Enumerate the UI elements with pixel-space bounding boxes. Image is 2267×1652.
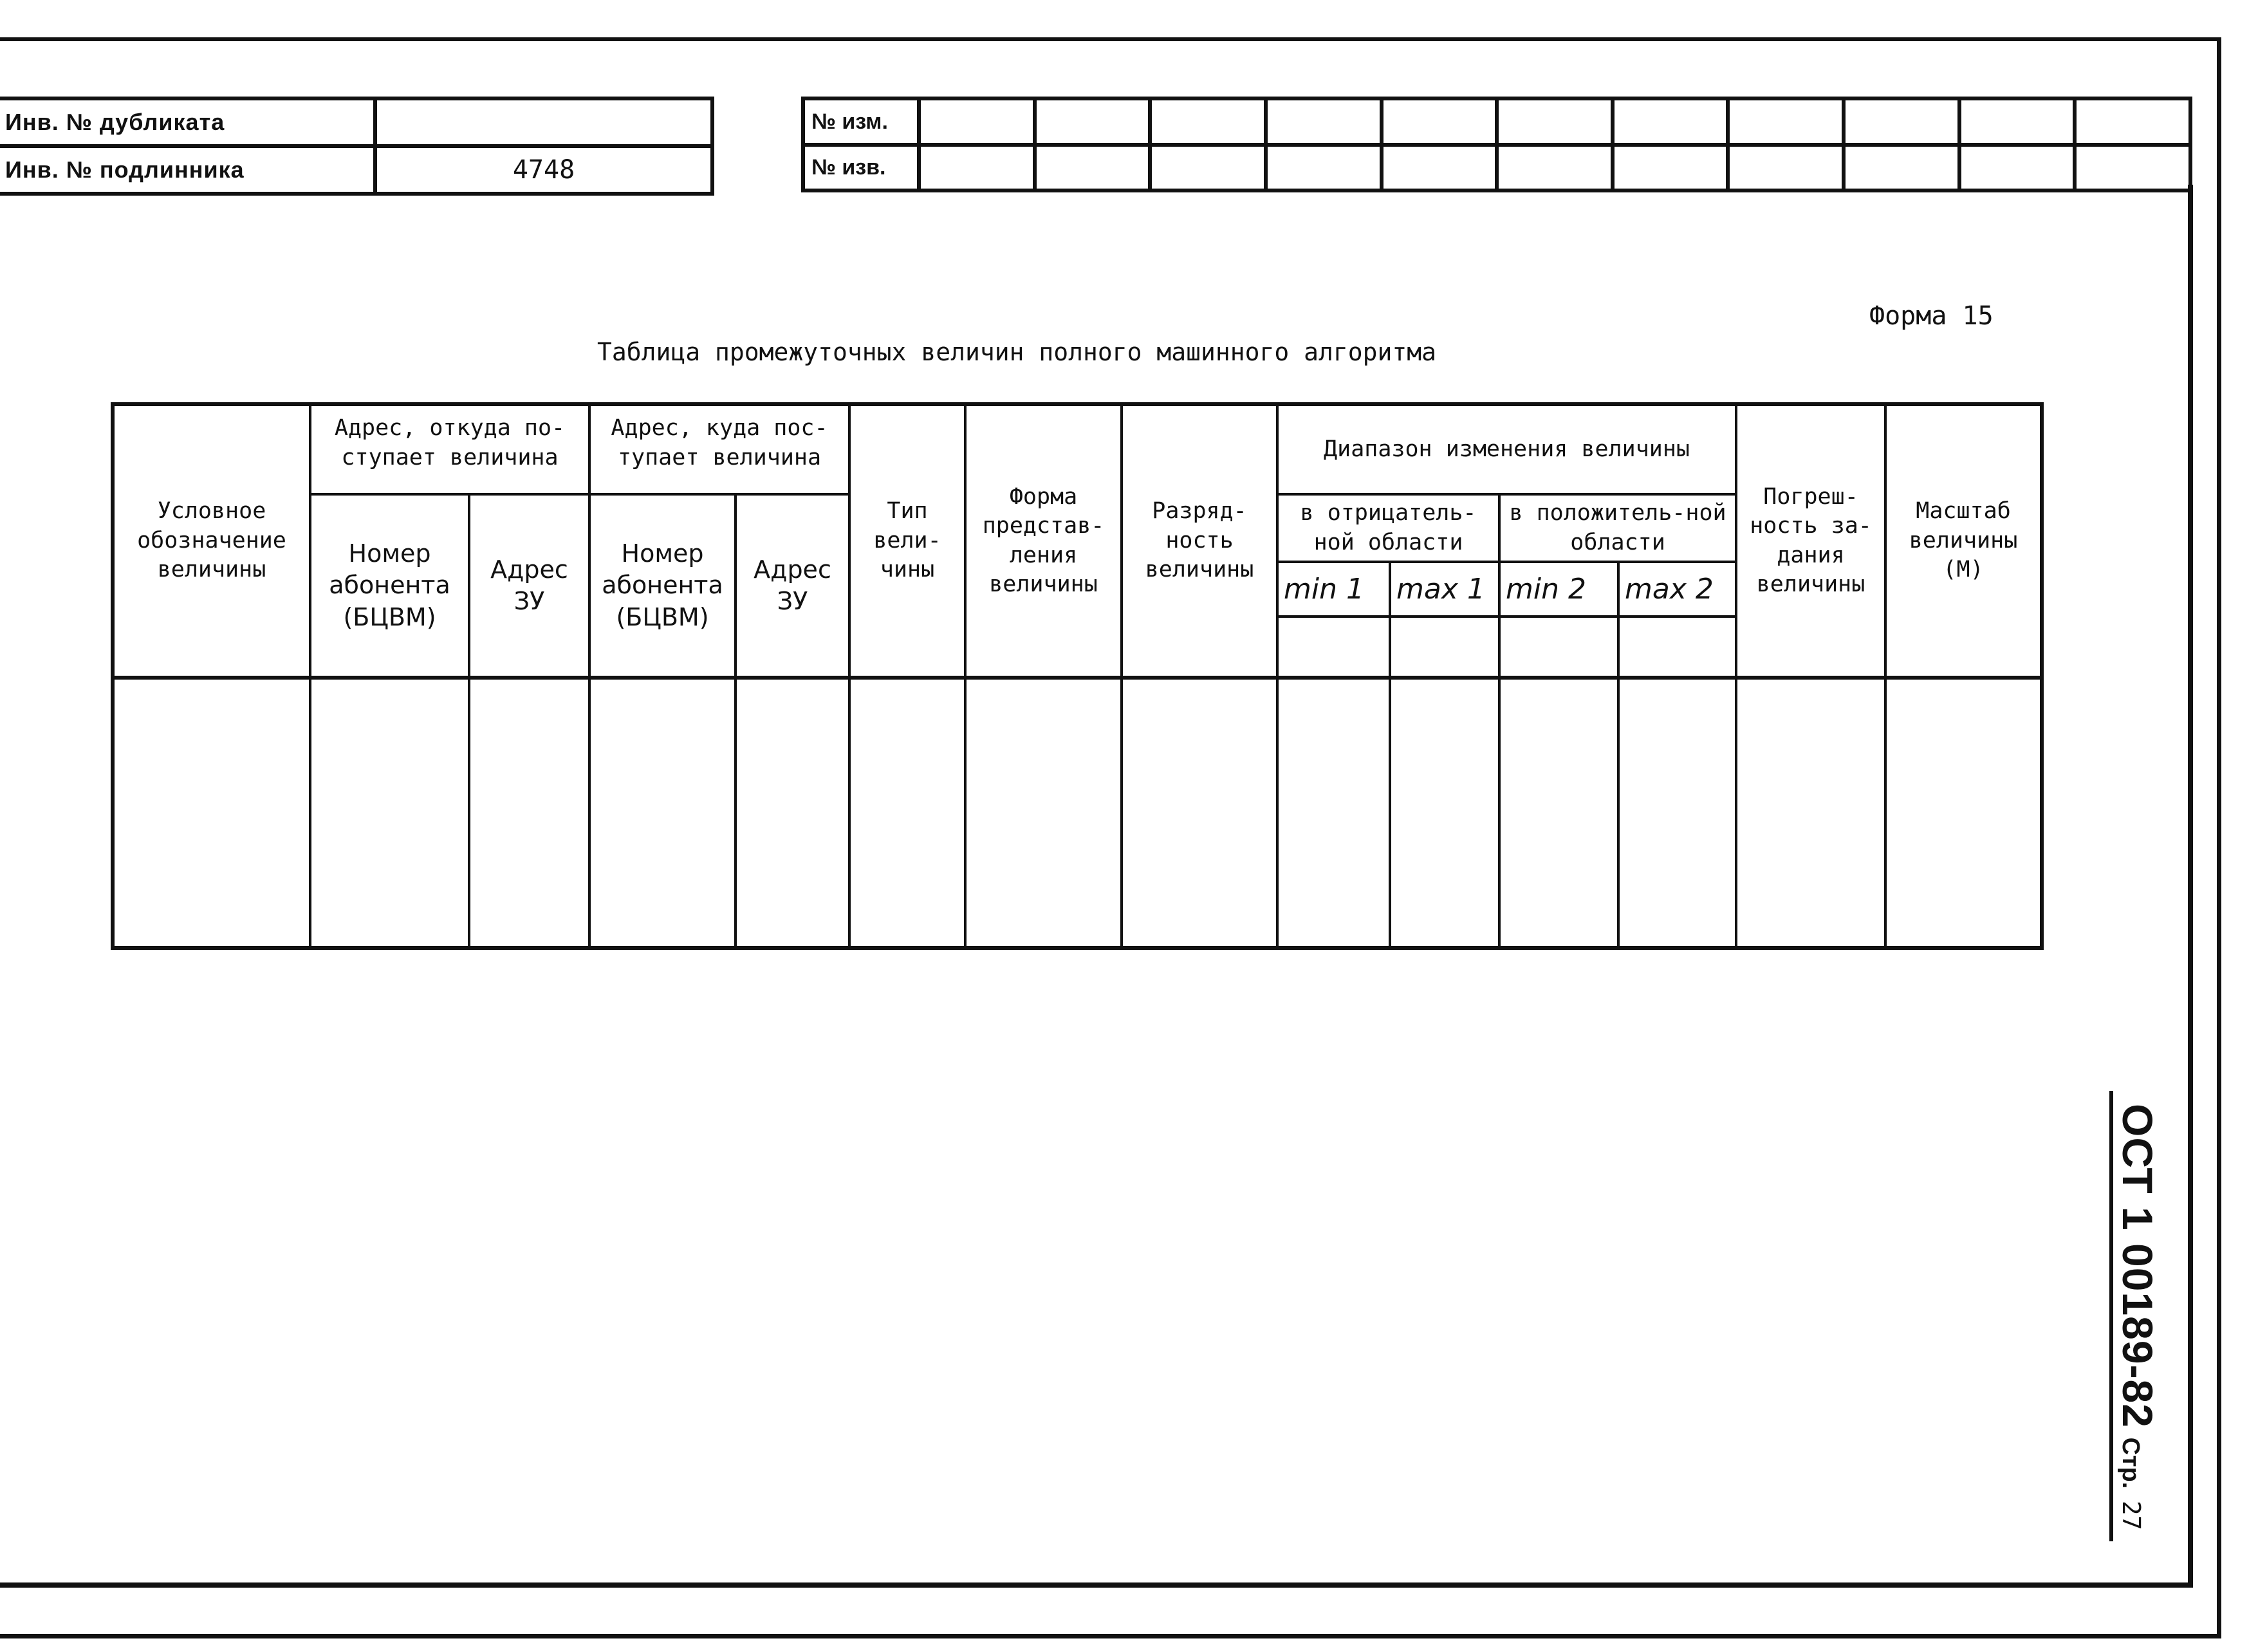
body-cell [310,678,469,948]
notice-cell [1497,145,1613,190]
revision-cell [1266,98,1382,145]
revision-number-label: № изм. [803,98,919,145]
revision-cell [1035,98,1151,145]
original-inventory-label: Инв. № подлинника [0,146,375,194]
header-max2: max 2 [1618,562,1736,617]
header-type: Тип вели-чины [849,404,965,678]
header-destination-subscriber: Номер абонента (БЦВМ) [589,494,736,678]
body-cell [113,678,310,948]
notice-cell [2075,145,2190,190]
header-source-memory: Адрес ЗУ [469,494,589,678]
body-cell [1499,678,1618,948]
body-cell [469,678,589,948]
header-min1: min 1 [1277,562,1390,617]
revision-cell [1613,98,1728,145]
body-cell [1390,678,1499,948]
body-cell [1736,678,1885,948]
notice-cell [1613,145,1728,190]
doc-code-vertical [2111,1104,2162,1528]
body-cell [965,678,1122,948]
range-cell [1618,617,1736,678]
intermediate-values-table [111,402,2044,950]
notice-cell [1150,145,1266,190]
notice-cell [1035,145,1151,190]
range-cell [1277,617,1390,678]
body-cell [736,678,849,948]
doc-code: ОСТ 1 00189-82 [2114,1104,2161,1428]
page-label: Стр. [2117,1437,2144,1489]
header-scale: Масштаб величины (M) [1885,404,2042,678]
body-cell [1122,678,1277,948]
header-destination-address: Адрес, куда пос-тупает величина [589,404,849,494]
revision-cell [919,98,1035,145]
header-min2: min 2 [1499,562,1618,617]
range-cell [1390,617,1499,678]
header-negative-region: в отрицатель-ной области [1277,494,1499,562]
original-inventory-value: 4748 [375,146,712,194]
notice-cell [919,145,1035,190]
body-cell [1885,678,2042,948]
revision-cell [1497,98,1613,145]
range-cell [1499,617,1618,678]
revision-cell [2075,98,2190,145]
header-source-address: Адрес, откуда по-ступает величина [310,404,589,494]
header-bit-width: Разряд-ность величины [1122,404,1277,678]
body-cell [1277,678,1390,948]
notice-cell [1959,145,2075,190]
notice-cell [1382,145,1497,190]
revision-cell [1728,98,1844,145]
revision-cell [1959,98,2075,145]
header-value-range: Диапазон изменения величины [1277,404,1736,494]
header-source-subscriber: Номер абонента (БЦВМ) [310,494,469,678]
duplicate-inventory-value [375,98,712,146]
page-number: 27 [2117,1500,2145,1530]
table-title: Таблица промежуточных величин полного машинного алгоритма [597,338,1437,366]
header-error: Погреш-ность за-дания величины [1736,404,1885,678]
header-representation: Форма представ-ления величины [965,404,1122,678]
duplicate-inventory-label: Инв. № дубликата [0,98,375,146]
body-cell [849,678,965,948]
notice-number-label: № изв. [803,145,919,190]
body-cell [589,678,736,948]
revision-cell [1844,98,1959,145]
notice-cell [1844,145,1959,190]
inventory-stamp [0,97,714,196]
revision-cell [1382,98,1497,145]
form-label: Форма 15 [1869,301,1994,331]
revision-cell [1150,98,1266,145]
notice-cell [1728,145,1844,190]
header-positive-region: в положитель-ной области [1499,494,1736,562]
header-symbol: Условное обозначение величины [113,404,310,678]
header-max1: max 1 [1390,562,1499,617]
revisions-block [801,97,2192,192]
notice-cell [1266,145,1382,190]
header-destination-memory: Адрес ЗУ [736,494,849,678]
body-cell [1618,678,1736,948]
